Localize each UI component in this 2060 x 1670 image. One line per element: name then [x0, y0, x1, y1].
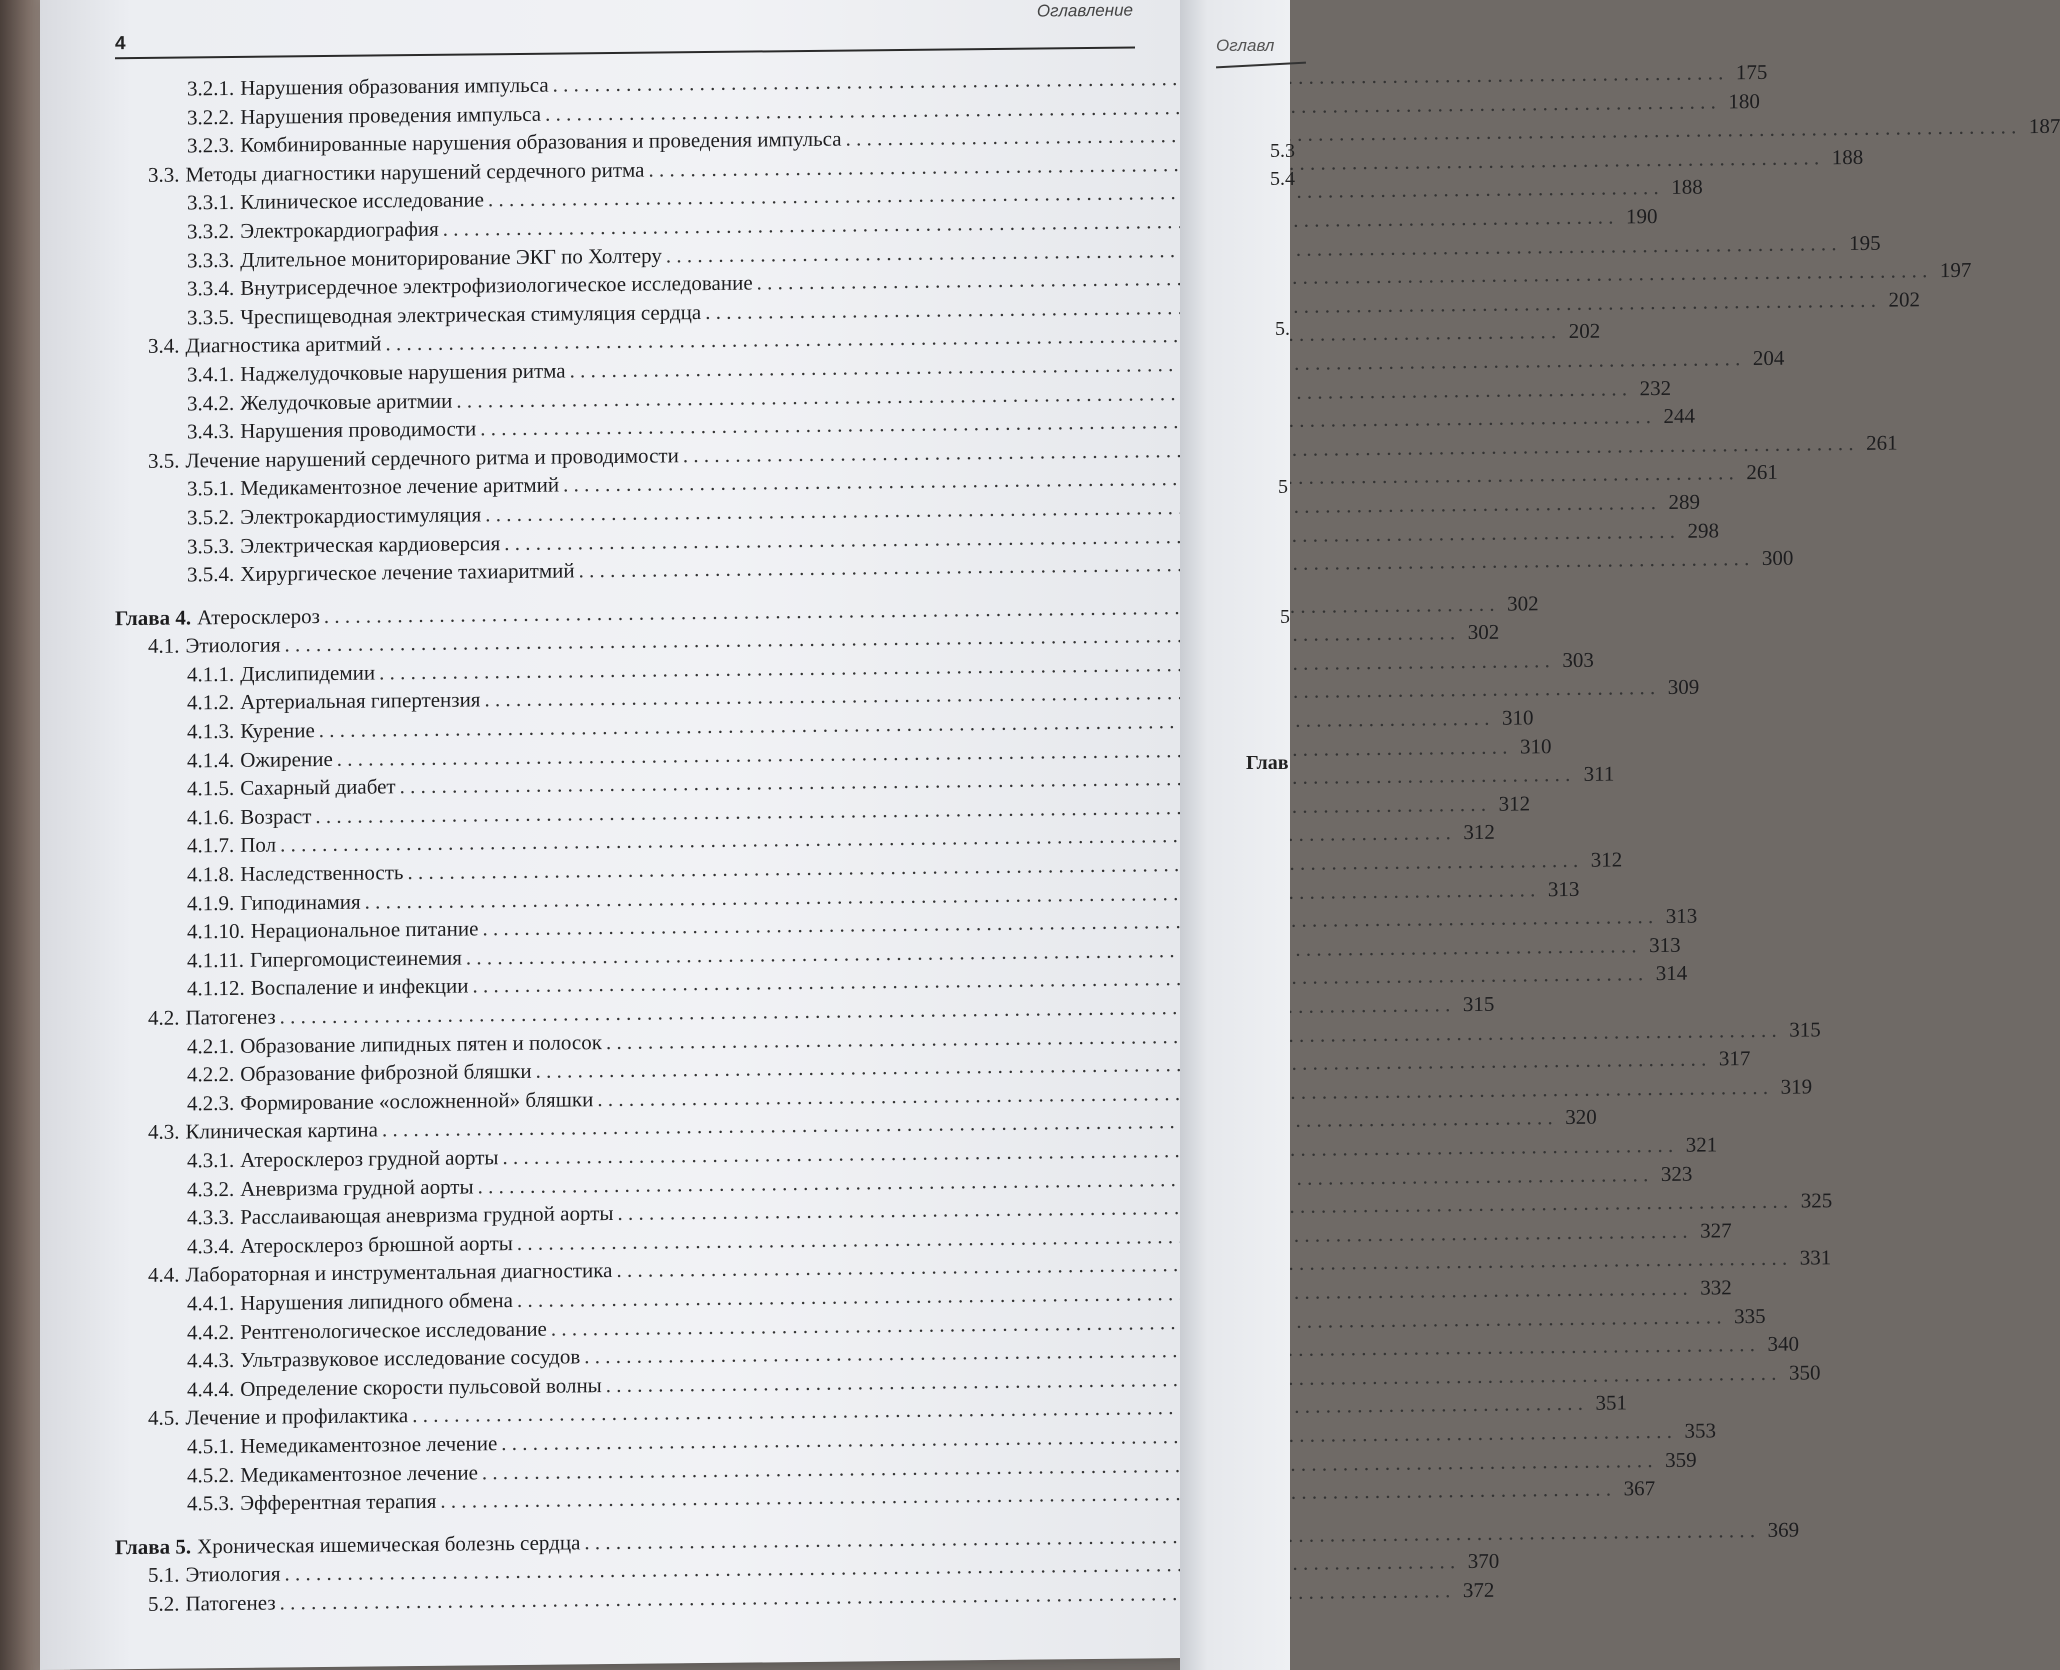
toc-entry-number: 4.3.1. [187, 1147, 235, 1173]
toc-entry-number: 4.1.9. [187, 890, 235, 916]
toc-entry-title: Гиподинамия [240, 889, 361, 915]
toc-page-number: 325 [1800, 1188, 1833, 1213]
toc-entry-number: 3.2.3. [187, 133, 235, 158]
toc-entry-title: Курение [240, 718, 315, 743]
toc-entry-title: Нарушения проведения импульса [240, 101, 542, 129]
toc-page-number: 309 [1667, 675, 1700, 700]
toc-page-number: 317 [1718, 1046, 1751, 1071]
toc-entry-title: Пол [240, 832, 277, 858]
toc-page-number: 359 [1665, 1447, 1697, 1472]
toc-entry-title: Наследственность [240, 860, 404, 886]
facing-page [1180, 0, 1295, 1670]
toc-page-number: 320 [1565, 1105, 1597, 1130]
toc-entry-number: 4.1.5. [187, 776, 235, 801]
toc-page-number: 244 [1663, 403, 1695, 429]
toc-entry-number: 4.1.6. [187, 804, 235, 830]
toc-entry-number: 4.5.3. [187, 1491, 235, 1516]
toc-entry-title: Атеросклероз брюшной аорты [240, 1230, 513, 1258]
toc-entry-title: Лечение и профилактика [185, 1403, 409, 1430]
toc-entry-title: Образование фиброзной бляшки [240, 1059, 532, 1087]
toc-entry-title: Ультразвуковое исследование сосудов [240, 1344, 581, 1373]
toc-page-number: 370 [1467, 1548, 1500, 1574]
facing-running-head: Оглавл [1216, 36, 1275, 55]
toc-entry-number: 4.4. [148, 1262, 180, 1288]
toc-entry-title: Диагностика аритмий [185, 331, 382, 358]
toc-chapter-label: Глава 5. [115, 1534, 192, 1559]
toc-page-number: 302 [1467, 619, 1500, 645]
toc-chapter-label: Глава 4. [115, 605, 192, 630]
toc-entry-number: 4.3.3. [187, 1205, 235, 1230]
toc-page-number: 188 [1831, 144, 1864, 170]
toc-entry-title: Лабораторная и инструментальная диагностика [185, 1258, 613, 1287]
toc-entry-number: 4.4.2. [187, 1319, 235, 1344]
toc-page-number: 315 [1462, 991, 1495, 1017]
toc-page-number: 372 [1462, 1577, 1495, 1602]
toc-entry-number: 3.5.4. [187, 562, 235, 587]
toc-page-number: 315 [1789, 1016, 1821, 1042]
toc-entry-number: 4.5.2. [187, 1462, 235, 1487]
toc-entry-number: 4.3.4. [187, 1233, 235, 1259]
toc-page-number: 321 [1685, 1132, 1718, 1157]
toc-entry-number: 4.2.3. [187, 1090, 235, 1116]
toc-page-number: 369 [1767, 1517, 1800, 1542]
toc-page-number: 367 [1623, 1476, 1656, 1501]
toc-page-number: 353 [1684, 1418, 1717, 1443]
toc-entry-number: 3.4.2. [187, 390, 235, 415]
toc-entry-number: 3.5.3. [187, 533, 235, 558]
toc-page-number: 187 [2028, 114, 2060, 139]
toc-entry-number: 4.5. [148, 1405, 180, 1431]
toc-entry-title: Внутрисердечное электрофизиологическое исследование [240, 270, 753, 301]
header-rule [115, 47, 1135, 60]
toc-entry-title: Рентгенологическое исследование [240, 1316, 547, 1344]
toc-entry-number: 4.1.12. [187, 976, 245, 1001]
toc-page-number: 327 [1700, 1218, 1732, 1243]
toc-entry-title: Электрокардиостимуляция [240, 502, 482, 529]
toc-entry-number: 4.4.1. [187, 1290, 235, 1316]
running-head: Оглавление [1036, 0, 1133, 21]
toc-page-number: 313 [1649, 932, 1681, 957]
toc-entry-number: 3.3.4. [187, 276, 235, 301]
toc-entry-title: Возраст [240, 804, 312, 829]
table-of-contents [115, 59, 2060, 1621]
toc-entry-number: 4.4.4. [187, 1376, 235, 1402]
toc-entry-title: Клиническая картина [185, 1117, 378, 1144]
facing-fragment: 5.4 [1270, 168, 1295, 190]
toc-entry-title: Нарушения проводимости [240, 416, 477, 444]
toc-entry-number: 3.3. [148, 162, 180, 187]
toc-entry-title: Хроническая ишемическая болезнь сердца [197, 1530, 581, 1559]
facing-fragment: 5.3 [1270, 140, 1295, 162]
toc-page-number: 197 [1939, 257, 1972, 283]
facing-fragment: 5 [1278, 476, 1288, 498]
toc-entry-number: 4.1.1. [187, 661, 235, 687]
toc-entry-number: 4.1.10. [187, 919, 245, 944]
toc-entry-title: Медикаментозное лечение [240, 1459, 478, 1487]
toc-page-number: 313 [1547, 876, 1580, 901]
toc-page-number: 298 [1687, 517, 1720, 543]
toc-page-number: 331 [1799, 1245, 1832, 1270]
toc-page-number: 202 [1568, 319, 1601, 344]
toc-entry-title: Наджелудочковые нарушения ритма [240, 358, 566, 386]
toc-entry-title: Желудочковые аритмии [240, 388, 453, 415]
toc-entry-number: 3.5.1. [187, 476, 235, 501]
toc-page-number: 351 [1595, 1390, 1627, 1416]
toc-entry-number: 3.3.1. [187, 190, 235, 215]
toc-entry-number: 5.1. [148, 1562, 180, 1588]
toc-page-number: 289 [1668, 489, 1700, 514]
toc-page-number: 335 [1734, 1303, 1766, 1328]
toc-entry-number: 4.1.7. [187, 833, 235, 858]
toc-page-number: 300 [1761, 545, 1794, 571]
toc-page-number: 190 [1626, 204, 1658, 229]
toc-entry-title: Сахарный диабет [240, 774, 396, 801]
toc-entry-title: Лечение нарушений сердечного ритма и проводимости [185, 443, 679, 473]
toc-entry-title: Патогенез [185, 1004, 276, 1030]
facing-fragment: 5 [1280, 606, 1290, 628]
toc-entry-title: Ожирение [240, 746, 333, 772]
toc-entry-number: 3.4.1. [187, 361, 235, 387]
toc-entry-number: 3.3.2. [187, 218, 235, 244]
toc-entry-title: Этиология [185, 632, 281, 658]
toc-entry-title: Образование липидных пятен и полосок [240, 1029, 602, 1058]
toc-entry-title: Атеросклероз [197, 603, 320, 630]
toc-dot-leader [584, 1518, 1755, 1555]
toc-entry-title: Гипергомоцистеинемия [249, 945, 462, 972]
toc-entry-title: Воспаление и инфекции [250, 973, 469, 1001]
toc-entry-title: Электрокардиография [240, 216, 439, 243]
toc-page-number: 350 [1789, 1360, 1821, 1385]
toc-page-number: 323 [1660, 1161, 1693, 1186]
toc-entry-title: Немедикаментозное лечение [240, 1431, 498, 1458]
toc-page-number: 195 [1849, 230, 1881, 255]
toc-entry-number: 4.2.2. [187, 1062, 235, 1087]
toc-page-number: 312 [1498, 791, 1531, 816]
facing-fragment: Глав [1246, 752, 1289, 774]
facing-fragment: 5. [1275, 318, 1290, 340]
page-number: 4 [115, 33, 126, 55]
toc-entry-number: 4.4.3. [187, 1348, 235, 1373]
toc-page-number: 310 [1502, 705, 1534, 730]
toc-entry-title: Патогенез [185, 1590, 276, 1616]
toc-entry-title: Нарушения липидного обмена [240, 1287, 513, 1315]
toc-entry-number: 4.1.2. [187, 690, 235, 715]
toc-page-number: 310 [1520, 733, 1552, 759]
toc-entry-number: 4.5.1. [187, 1433, 235, 1459]
toc-entry-title: Атеросклероз грудной аорты [240, 1145, 499, 1172]
toc-entry-number: 4.1. [148, 633, 180, 659]
toc-entry-title: Чреспищеводная электрическая стимуляция сердца [240, 299, 702, 329]
toc-entry-title: Нерациональное питание [250, 916, 479, 944]
toc-page-number: 311 [1583, 761, 1615, 787]
toc-entry-number: 4.1.11. [187, 947, 244, 973]
book-page [40, 0, 2060, 1670]
toc-entry-number: 4.1.8. [187, 861, 235, 887]
toc-page-number: 303 [1562, 647, 1594, 672]
toc-entry-title: Определение скорости пульсовой волны [240, 1372, 602, 1401]
toc-entry-title: Аневризма грудной аорты [240, 1174, 474, 1201]
toc-entry-title: Клиническое исследование [240, 187, 484, 215]
toc-page-number: 175 [1735, 59, 1768, 85]
toc-entry-title: Расслаивающая аневризма грудной аорты [240, 1201, 614, 1230]
toc-page-number: 340 [1767, 1331, 1799, 1357]
toc-page-number: 202 [1888, 287, 1920, 312]
toc-page-number: 313 [1665, 903, 1698, 929]
page-header [115, 0, 1135, 55]
toc-entry-title: Электрическая кардиоверсия [240, 530, 501, 558]
toc-page-number: 332 [1700, 1275, 1732, 1300]
toc-page-number: 261 [1746, 460, 1778, 485]
toc-entry-number: 3.4.3. [187, 419, 235, 444]
toc-entry-number: 4.2. [148, 1005, 180, 1030]
toc-entry-number: 3.3.3. [187, 247, 235, 273]
toc-entry-title: Длительное мониторирование ЭКГ по Холтеру [240, 243, 662, 272]
toc-page-number: 314 [1655, 961, 1688, 986]
toc-entry-number: 3.5. [148, 448, 180, 473]
toc-page-number: 312 [1463, 820, 1495, 845]
toc-entry-title: Этиология [185, 1561, 281, 1587]
toc-entry-title: Хирургическое лечение тахиаритмий [240, 558, 575, 586]
toc-page-number: 180 [1728, 88, 1760, 113]
toc-entry-title: Эфферентная терапия [240, 1488, 437, 1515]
toc-page-number: 319 [1780, 1074, 1813, 1099]
toc-entry-number: 4.1.3. [187, 719, 235, 744]
toc-entry-number: 4.1.4. [187, 747, 235, 773]
toc-entry-number: 4.3. [148, 1119, 180, 1145]
toc-page-number: 261 [1866, 430, 1898, 455]
toc-entry-number: 3.2.2. [187, 104, 235, 130]
toc-entry-title: Формирование «осложненной» бляшки [240, 1086, 594, 1115]
toc-entry-number: 4.3.2. [187, 1176, 235, 1202]
toc-page-number: 302 [1507, 590, 1539, 616]
toc-entry-number: 5.2. [148, 1591, 180, 1616]
toc-entry-number: 3.2.1. [187, 75, 235, 101]
toc-entry-number: 4.2.1. [187, 1033, 235, 1059]
toc-entry-title: Нарушения образования импульса [240, 72, 549, 100]
toc-page-number: 188 [1671, 174, 1703, 200]
toc-entry-title: Методы диагностики нарушений сердечного ритма [185, 157, 645, 187]
toc-page-number: 232 [1639, 375, 1672, 400]
toc-entry-title: Медикаментозное лечение аритмий [240, 472, 560, 501]
toc-page-number: 204 [1752, 345, 1785, 370]
toc-entry-number: 3.5.2. [187, 504, 235, 530]
toc-entry-number: 3.3.5. [187, 304, 235, 330]
toc-entry-title: Артериальная гипертензия [240, 687, 481, 715]
toc-entry-title: Комбинированные нарушения образования и проведения импульса [240, 126, 842, 158]
toc-entry-number: 3.4. [148, 333, 180, 359]
toc-page-number: 312 [1590, 847, 1623, 872]
toc-entry-title: Дислипидемии [240, 660, 376, 686]
